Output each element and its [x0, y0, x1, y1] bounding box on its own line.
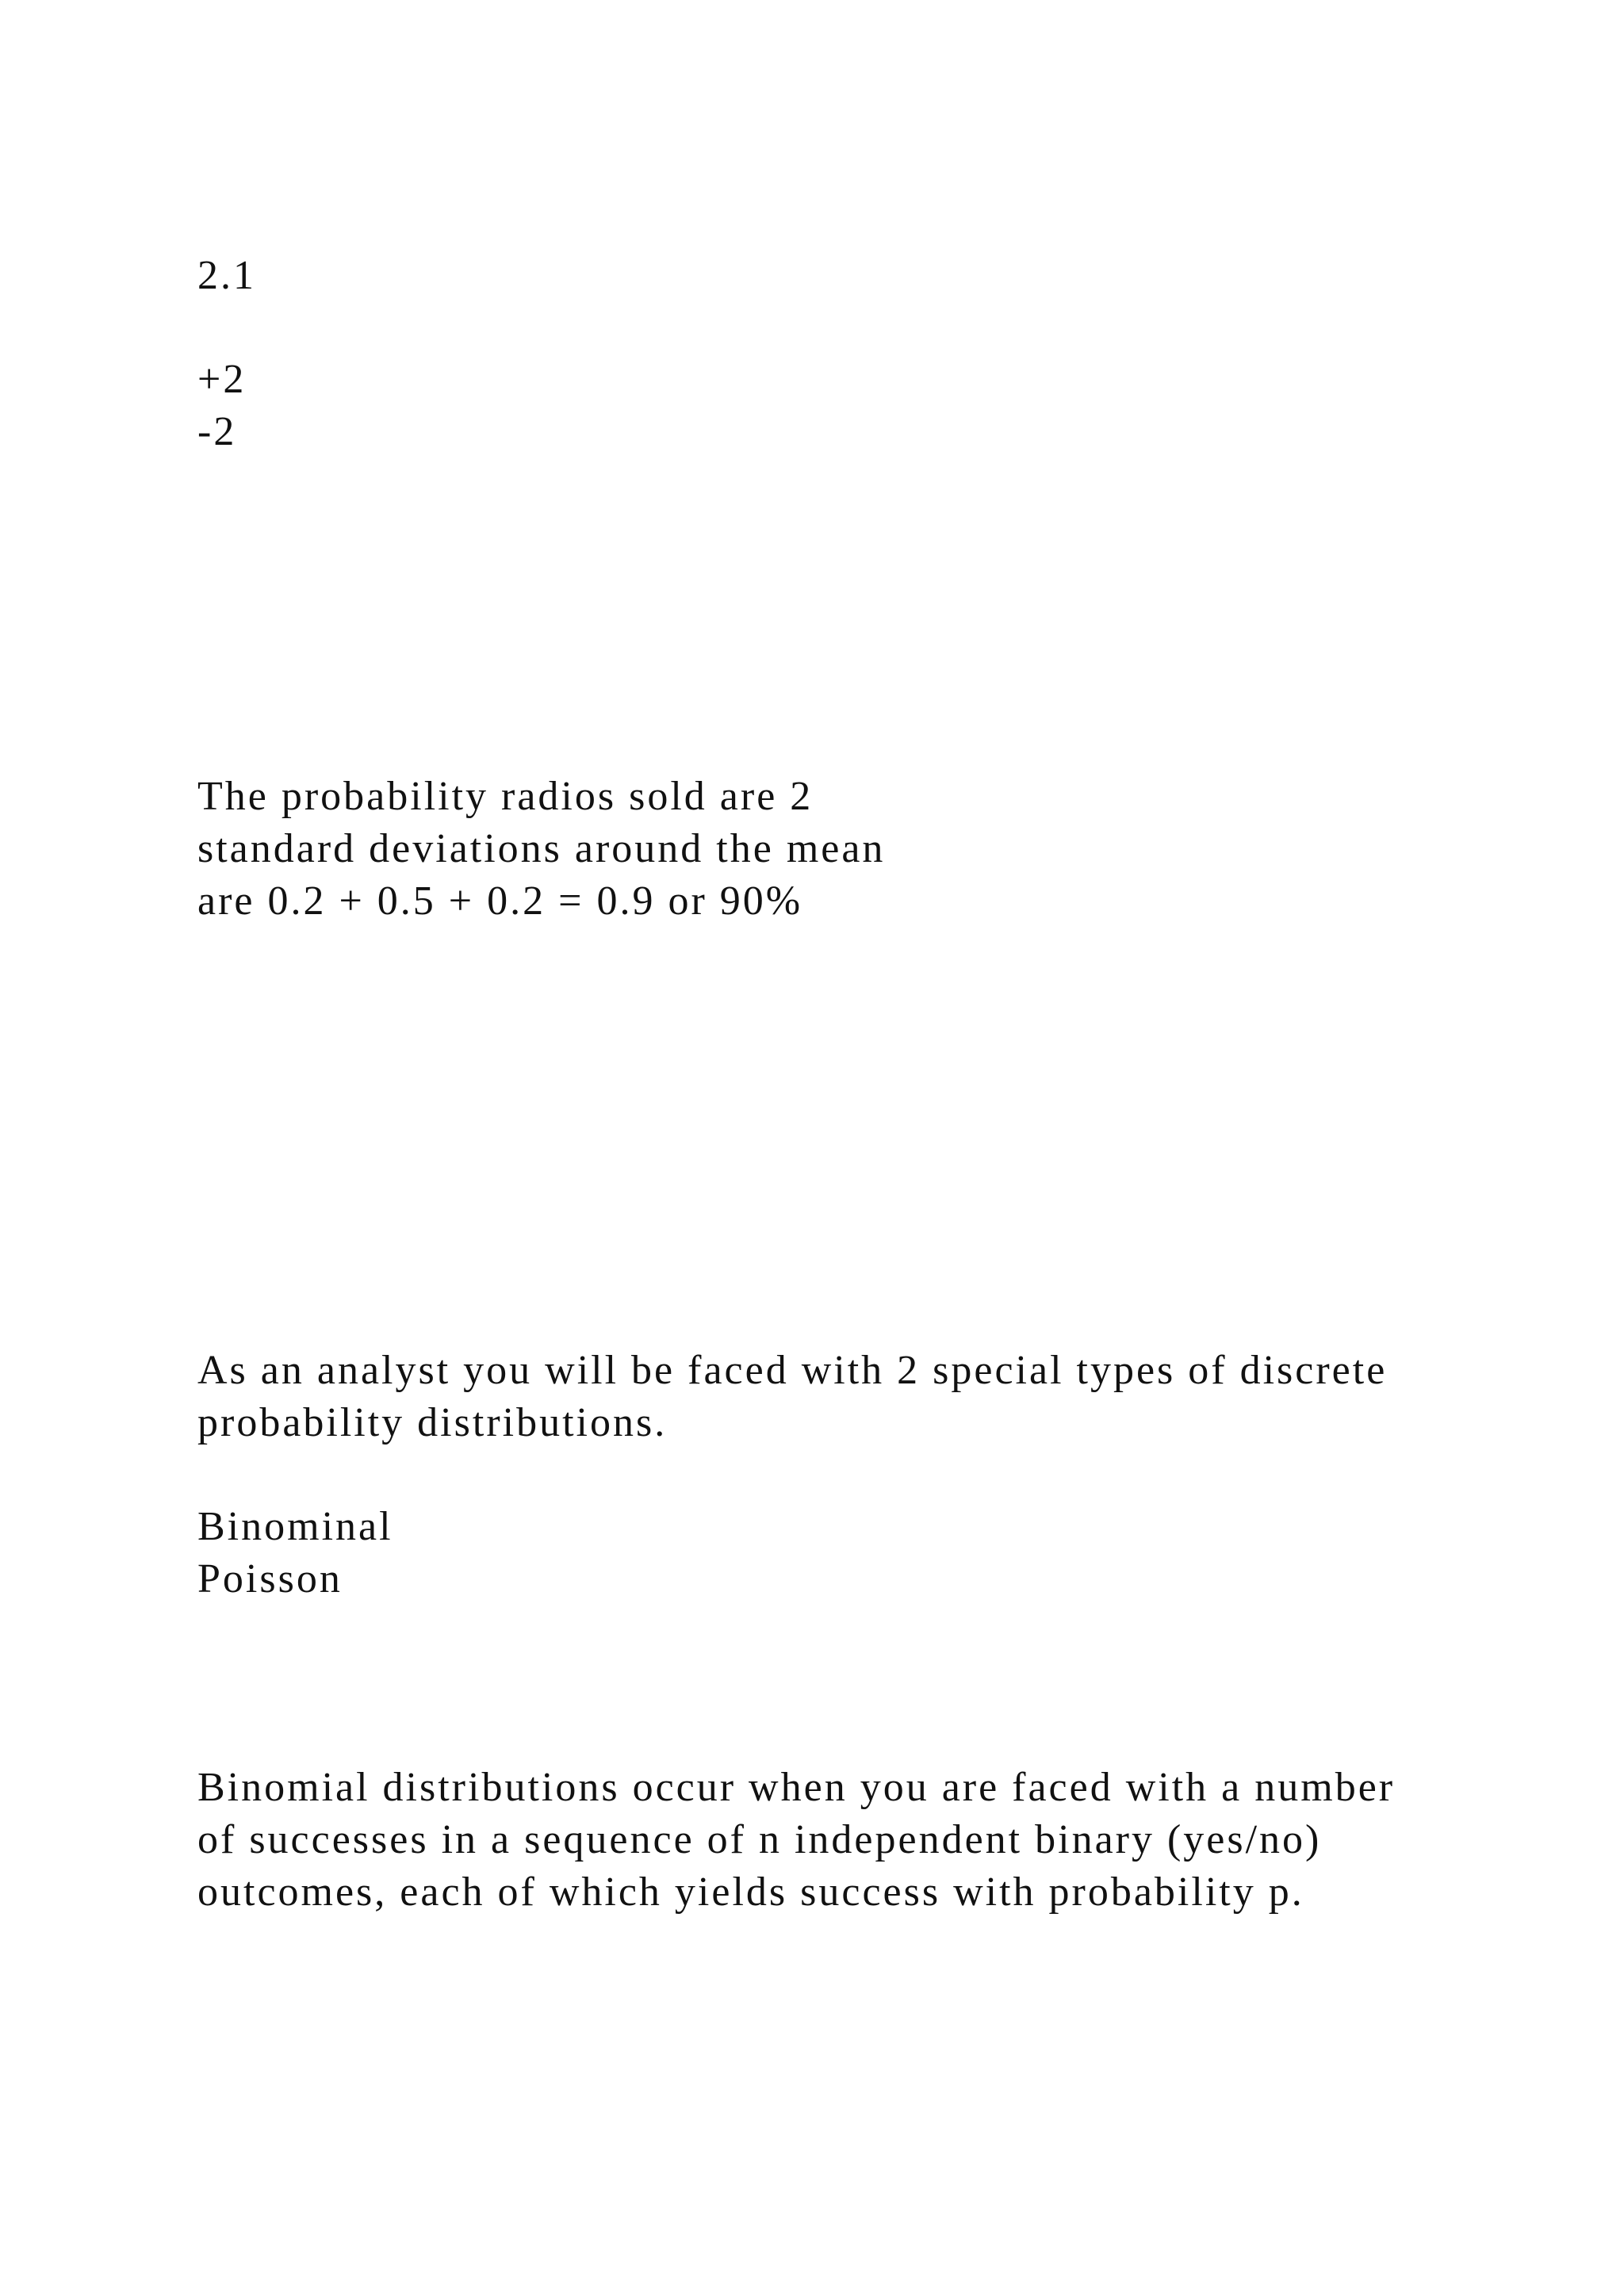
value-minus: -2 — [197, 409, 237, 454]
probability-note-line-3: are 0.2 + 0.5 + 0.2 = 0.9 or 90% — [197, 878, 803, 924]
value-plus: +2 — [197, 357, 247, 402]
distribution-type-poisson: Poisson — [197, 1556, 343, 1601]
binomial-definition-line-2: of successes in a sequence of n independent binary (yes/no) — [197, 1817, 1322, 1862]
probability-note-line-1: The probability radios sold are 2 — [197, 774, 814, 819]
analyst-intro-line-1: As an analyst you will be faced with 2 special types of discrete — [197, 1348, 1388, 1393]
binomial-definition-line-3: outcomes, each of which yields success with probability p. — [197, 1869, 1304, 1915]
analyst-intro-line-2: probability distributions. — [197, 1400, 668, 1445]
binomial-definition-line-1: Binomial distributions occur when you are faced with a number — [197, 1765, 1396, 1810]
probability-note-line-2: standard deviations around the mean — [197, 826, 886, 871]
distribution-type-binominal: Binominal — [197, 1504, 393, 1549]
value-main: 2.1 — [197, 253, 256, 298]
